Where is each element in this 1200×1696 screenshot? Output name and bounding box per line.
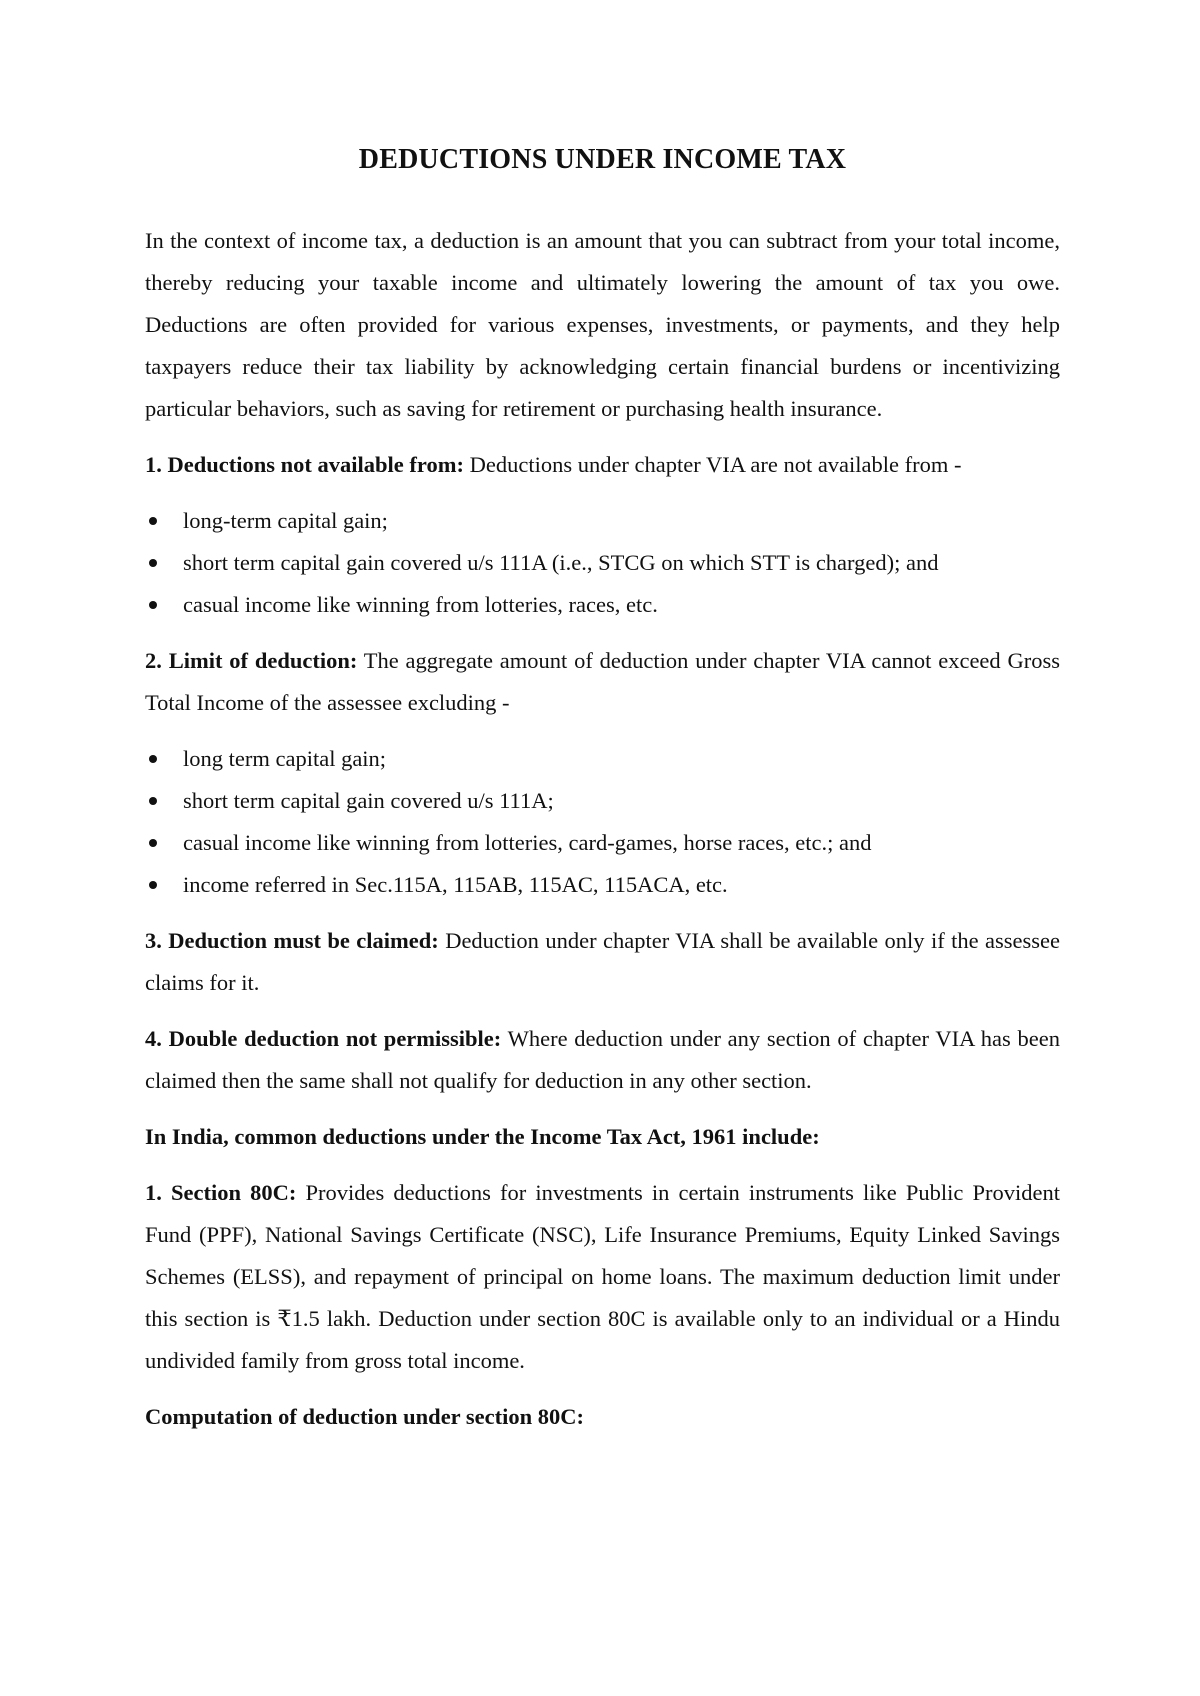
point-1-bullet-list bbox=[145, 500, 1060, 626]
list-item bbox=[145, 780, 1060, 822]
point-4-paragraph bbox=[145, 1018, 1060, 1102]
section-80c-text: Provides deductions for investments in certain instruments like Public Provident Fund (PPF), National Savings Certificate (NSC), Life Insurance Premiums, Equity Linked Savings Schemes (ELSS), and repayment of principal on home loans. The maximum deduction limit under this section is ₹1.5 lakh. Deduction under section 80C is available only to an individual or a Hindu undivided family from gross total income. bbox=[145, 1180, 1060, 1373]
point-2-heading: 2. Limit of deduction: bbox=[145, 648, 358, 673]
computation-heading: Computation of deduction under section 80C: bbox=[145, 1404, 584, 1429]
list-item-text: income referred in Sec.115A, 115AB, 115AC, 115ACA, etc. bbox=[183, 872, 728, 897]
document-title: DEDUCTIONS UNDER INCOME TAX bbox=[358, 144, 847, 175]
point-3-text: Deduction under chapter VIA shall be available only if the assessee claims for it. bbox=[145, 928, 1060, 995]
list-item bbox=[145, 500, 1060, 542]
bullet-icon bbox=[149, 559, 157, 567]
list-item-text: casual income like winning from lotteries, card-games, horse races, etc.; and bbox=[183, 830, 872, 855]
point-2-paragraph bbox=[145, 640, 1060, 724]
list-item-text: casual income like winning from lotteries, races, etc. bbox=[183, 592, 658, 617]
point-1-paragraph bbox=[145, 444, 1060, 486]
bullet-icon bbox=[149, 517, 157, 525]
bullet-icon bbox=[149, 755, 157, 763]
section-80c-paragraph bbox=[145, 1172, 1060, 1382]
point-4-text: Where deduction under any section of chapter VIA has been claimed then the same shall not qualify for deduction in any other section. bbox=[145, 1026, 1060, 1093]
common-deductions-heading: In India, common deductions under the Income Tax Act, 1961 include: bbox=[145, 1124, 820, 1149]
point-4-heading: 4. Double deduction not permissible: bbox=[145, 1026, 502, 1051]
list-item bbox=[145, 864, 1060, 906]
list-item-text: short term capital gain covered u/s 111A; bbox=[183, 788, 554, 813]
list-item bbox=[145, 738, 1060, 780]
bullet-icon bbox=[149, 601, 157, 609]
list-item bbox=[145, 542, 1060, 584]
list-item-text: long-term capital gain; bbox=[183, 508, 388, 533]
point-3-heading: 3. Deduction must be claimed: bbox=[145, 928, 439, 953]
bullet-icon bbox=[149, 839, 157, 847]
list-item bbox=[145, 584, 1060, 626]
list-item-text: long term capital gain; bbox=[183, 746, 387, 771]
point-3-paragraph bbox=[145, 920, 1060, 1004]
intro-paragraph: In the context of income tax, a deduction is an amount that you can subtract from your total income, thereby reducing your taxable income and ultimately lowering the amount of tax you owe. Deductions are often provided for various expenses, investments, or payments, and they help taxpayers reduce their tax liability by acknowledging certain financial burdens or incentivizing particular behaviors, such as saving for retirement or purchasing health insurance. bbox=[145, 228, 1060, 421]
point-1-heading: 1. Deductions not available from: bbox=[145, 452, 464, 477]
list-item-text: short term capital gain covered u/s 111A (i.e., STCG on which STT is charged); and bbox=[183, 550, 939, 575]
bullet-icon bbox=[149, 881, 157, 889]
section-80c-heading: 1. Section 80C: bbox=[145, 1180, 297, 1205]
point-2-text: The aggregate amount of deduction under chapter VIA cannot exceed Gross Total Income of the assessee excluding - bbox=[145, 648, 1060, 715]
point-2-bullet-list bbox=[145, 738, 1060, 906]
list-item bbox=[145, 822, 1060, 864]
bullet-icon bbox=[149, 797, 157, 805]
document-body bbox=[145, 140, 1060, 1452]
point-1-text: Deductions under chapter VIA are not available from - bbox=[463, 452, 962, 477]
